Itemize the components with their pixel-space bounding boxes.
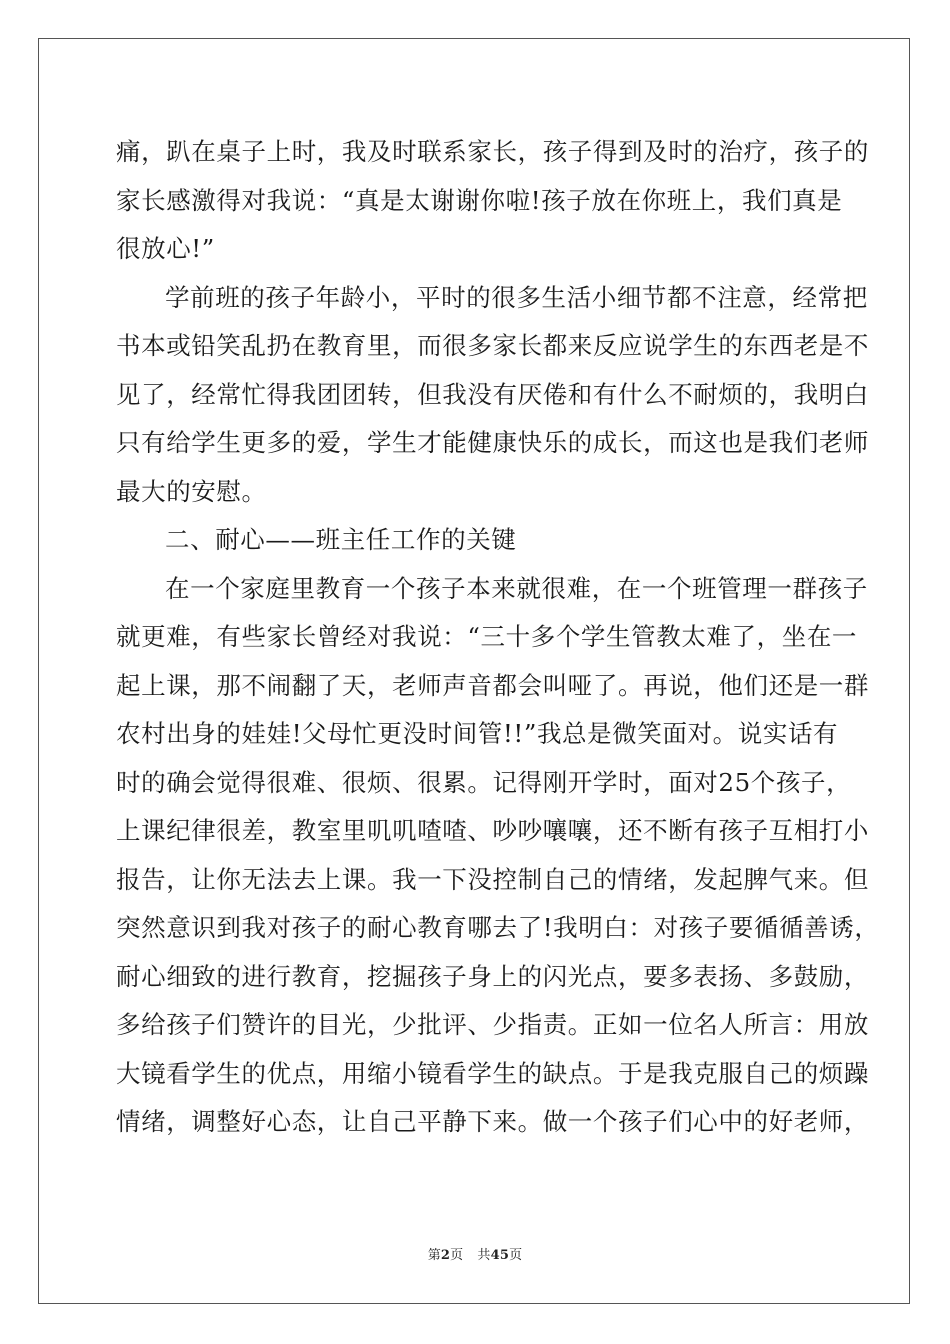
text-line: 情绪，调整好心态，让自己平静下来。做一个孩子们心中的好老师， bbox=[116, 1107, 869, 1136]
paragraph-start-line: 在一个家庭里教育一个孩子本来就很难，在一个班管理一群孩子 bbox=[165, 573, 868, 603]
text-line: 上课纪律很差，教室里叽叽喳喳、吵吵嚷嚷，还不断有孩子互相打小 bbox=[116, 816, 869, 845]
text-line: 只有给学生更多的爱，学生才能健康快乐的成长，而这也是我们老师 bbox=[116, 428, 869, 457]
text-line: 多给孩子们赞许的目光，少批评、少指责。正如一位名人所言：用放 bbox=[116, 1010, 869, 1039]
text-line: 报告，让你无法去上课。我一下没控制自己的情绪，发起脾气来。但 bbox=[116, 864, 869, 894]
text-line: 痛，趴在桌子上时，我及时联系家长，孩子得到及时的治疗，孩子的 bbox=[116, 137, 869, 166]
paragraph-start-line: 学前班的孩子年龄小，平时的很多生活小细节都不注意，经常把 bbox=[165, 282, 868, 312]
text-line: 突然意识到我对孩子的耐心教育哪去了!我明白：对孩子要循循善诱， bbox=[116, 913, 880, 942]
page-footer bbox=[0, 1244, 950, 1263]
text-line: 农村出身的娃娃!父母忙更没时间管!!”我总是微笑面对。说实话有 bbox=[116, 719, 839, 748]
total-page-count: 45 bbox=[490, 1248, 510, 1263]
text-line: 时的确会觉得很难、很烦、很累。记得刚开学时，面对25个孩子， bbox=[116, 767, 852, 797]
page-suffix: 页 bbox=[450, 1248, 464, 1263]
text-line: 很放心!” bbox=[116, 234, 215, 263]
page-prefix: 第 bbox=[427, 1248, 441, 1263]
total-prefix: 共 bbox=[477, 1248, 491, 1263]
text-line: 家长感激得对我说：“真是太谢谢你啦!孩子放在你班上，我们真是 bbox=[116, 185, 843, 215]
text-line: 耐心细致的进行教育，挖掘孩子身上的闪光点，要多表扬、多鼓励， bbox=[116, 961, 869, 991]
total-suffix: 页 bbox=[509, 1248, 523, 1263]
text-line: 最大的安慰。 bbox=[116, 476, 267, 506]
current-page-number: 2 bbox=[440, 1248, 451, 1263]
section-heading: 二、耐心——班主任工作的关键 bbox=[165, 525, 517, 554]
text-line: 大镜看学生的优点，用缩小镜看学生的缺点。于是我克服自己的烦躁 bbox=[116, 1058, 869, 1088]
text-line: 起上课，那不闹翻了天，老师声音都会叫哑了。再说，他们还是一群 bbox=[116, 670, 869, 700]
text-line: 见了，经常忙得我团团转，但我没有厌倦和有什么不耐烦的，我明白 bbox=[116, 379, 869, 409]
text-line: 书本或铅笑乱扔在教育里，而很多家长都来反应说学生的东西老是不 bbox=[116, 331, 869, 360]
document-body bbox=[116, 128, 880, 1147]
text-line: 就更难，有些家长曾经对我说：“三十多个学生管教太难了，坐在一 bbox=[116, 622, 858, 651]
